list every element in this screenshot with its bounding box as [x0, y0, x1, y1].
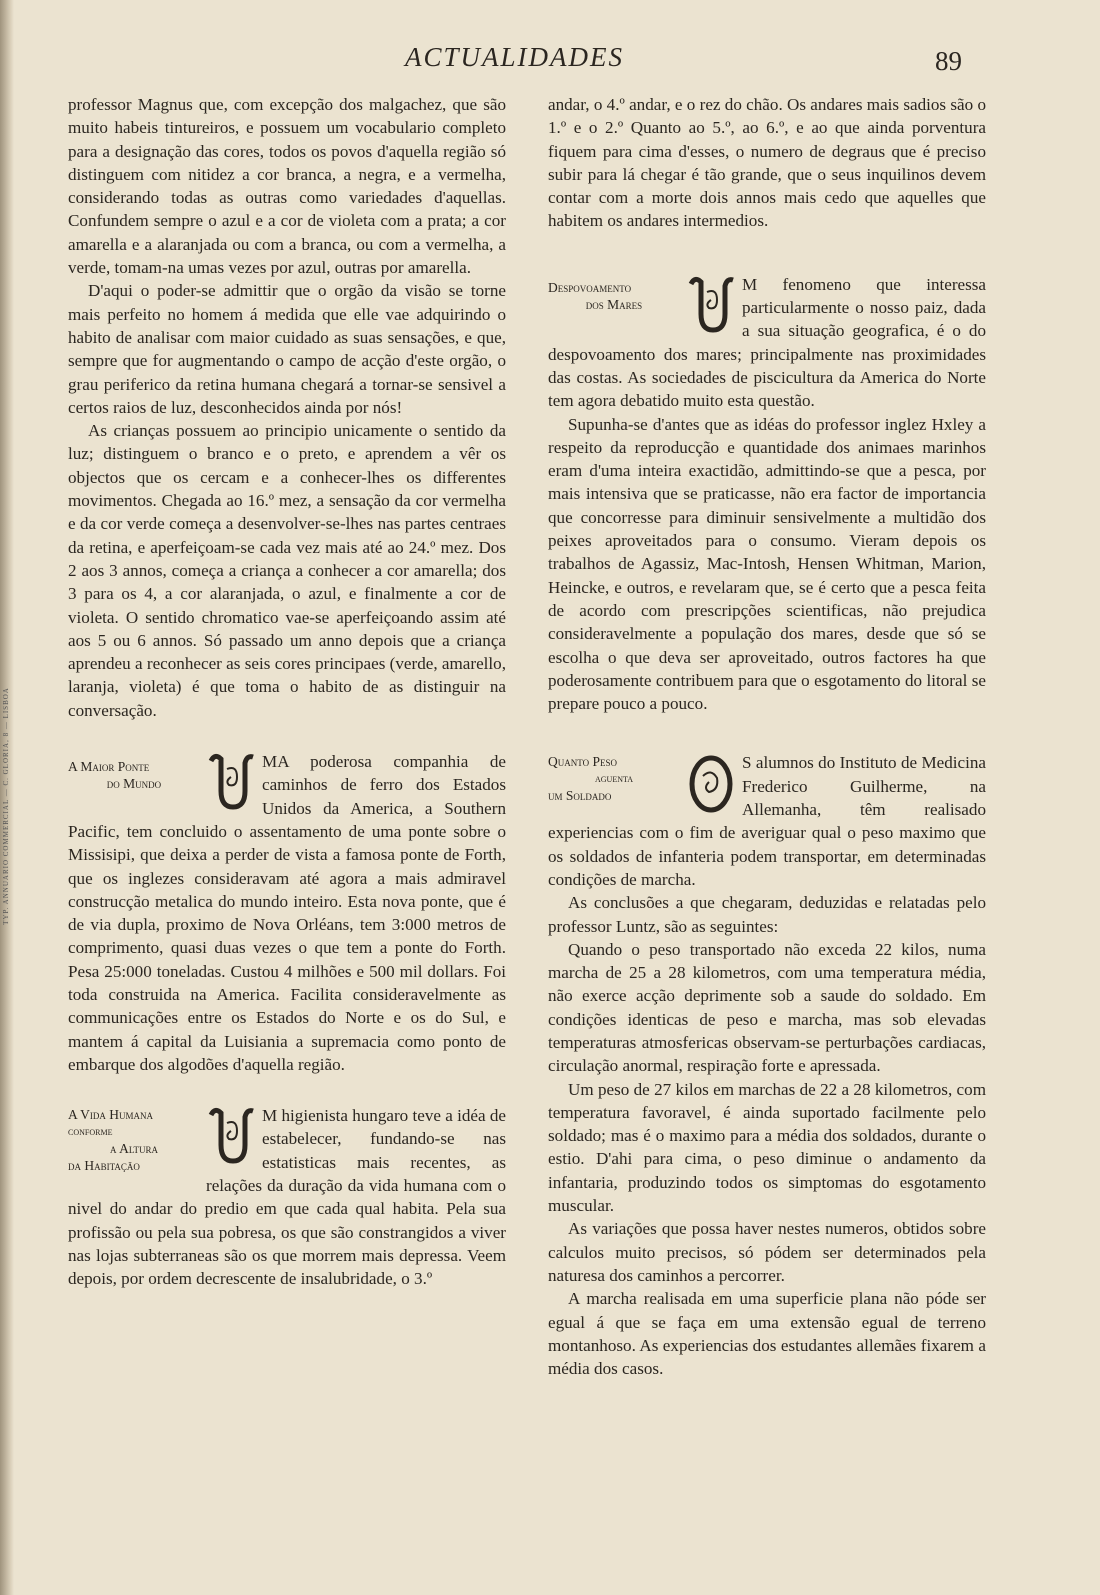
- section-label-line: do Mundo: [106, 776, 162, 792]
- section-label-line: um Soldado: [548, 788, 612, 804]
- article-paragraph: A marcha realisada em uma superficie plana não póde ser egual á que se faça em uma extensão egual de terreno montanhoso. As experiencias dos estudantes allemães fixarem a média dos casos.: [548, 1289, 986, 1379]
- article-paragraph: As variações que possa haver nestes numeros, obtidos sobre calculos muito precisos, só pódem ser determinados pela naturesa dos caminhos a percorrer.: [548, 1219, 986, 1285]
- section-label-line: conforme: [68, 1124, 113, 1139]
- section-label-line: Quanto Peso: [548, 754, 617, 770]
- section-label-line: dos Mares: [585, 296, 643, 312]
- page-number: 89: [935, 46, 962, 76]
- section-label-line: A Vida Humana: [68, 1107, 154, 1123]
- section-bridge: [68, 750, 506, 1076]
- decorative-initial-u-icon: [206, 750, 256, 814]
- section-label-line: Despovoamento: [548, 279, 632, 295]
- article-paragraph: andar, o 4.º andar, e o rez do chão. Os andares mais sadios são o 1.º e o 2.º Quanto ao 5.º, ao 6.º, e ao que ainda porventura fiquem para cima d'esses, o numero de degraus que é preciso subir para lá chegar é tão grande, que o seus inquilinos devem contar com a morte dois annos mais cedo que aquelles que habitem os andares intermedios.: [548, 95, 986, 231]
- decorative-initial-u-icon: [686, 273, 736, 337]
- section-text: M fenomeno que interessa particularmente o nosso paiz, dada a sua situação geografica, é o do despovoamento dos mares; principalmente nas proximidades das costas. As sociedades de piscicultura da America do Norte tem agora debatido muito esta questão.: [548, 274, 986, 411]
- article-paragraph: Supunha-se d'antes que as idéas do professor inglez Hxley a respeito da reproducção e quantidade dos animaes marinhos eram d'uma inteira exactidão, admittindo-se que a pesca, por mais intensiva que se praticasse, não era factor de importancia que concorresse para diminuir sensivelmente a multidão dos peixes aproveitados para o consumo. Vieram depois os trabalhos de Agassiz, Mac-Intosh, Hensen Whitman, Marion, Heincke, e outros, e revelaram que, se é certo que a pesca feita de acordo com prescripções scientificas, não prejudica consideravelmente a população dos mares, desde que só se escolha o que deva ser aproveitado, outros factores ha que poderosamente contribuem para que o esgotamento do litoral se prepare pouco a pouco.: [548, 414, 986, 714]
- right-column: [548, 93, 986, 1380]
- section-label-line: a Altura: [109, 1141, 159, 1157]
- article-paragraph: Quando o peso transportado não exceda 22 kilos, numa marcha de 25 a 28 kilometros, com uma temperatura média, não exerce acção deprimente sob a saude do soldado. Em condições identicas de peso e marcha, mas sob elevadas temperaturas atmosfericas observam-se perturbações cardiacas, circulação anormal, respiração forte e apressada.: [548, 939, 986, 1076]
- section-text: MA poderosa companhia de caminhos de ferro dos Estados Unidos da America, a Southern Pacific, tem concluido o assentamento de uma ponte sobre o Missisipi, que deixa a perder de vista a famosa ponte de Forth, que os inglezes consideravam até agora a mais admiravel construcção metalica do mundo inteiro. Esta nova ponte, que é de via dupla, proximo de Nova Orléans, tem 3:000 metros de comprimento, quasi duas vezes o que tem a ponte do Forth. Pesa 25:000 toneladas. Custou 4 milhões e 500 mil dollars. Foi toda construida na America. Facilita consideravelmente as communicações entre os Estados do Norte e os do Sul, e mantem á capital da Luisiania a supremacia como ponto de embarque dos algodões d'aquella região.: [68, 752, 506, 1074]
- article-paragraph: As crianças possuem ao principio unicamente o sentido da luz; distinguem o branco e o preto, e aprendem a vêr os objectos que os cercam e a conhecer-lhes os differentes movimentos. Chegada ao 16.º mez, a sensação da cor vermelha e da cor verde começa a desenvolver-se-lhes nas partes centraes da retina, e aperfeiçoam-se cada vez mais até ao 24.º mez. Dos 2 aos 3 annos, começa a criança a conhecer a cor amarella; dos 3 para os 4, a cor alaranjada, o azul, e finalmente a cor de violeta. O sentido chromatico vae-se aperfeiçoando assim até aos 5 ou 6 annos. Só passado um anno depois que a criança aprendeu a reconhecer as seis cores principaes (verde, amarello, laranja, violeta) é que toma o habito de as distinguir na conversação.: [68, 421, 506, 720]
- section-vida: [68, 1104, 506, 1290]
- section-text: S alumnos do Instituto de Medicina Frederico Guilherme, na Allemanha, têm realisado experiencias com o fim de averiguar qual o peso maximo que os soldados de infanteria podem transportar, em determinadas condições de marcha.: [548, 753, 986, 889]
- article-paragraph: As conclusões a que chegaram, deduzidas e relatadas pelo professor Luntz, são as seguintes:: [548, 893, 986, 936]
- section-peso: [548, 751, 986, 1380]
- decorative-initial-o-icon: [686, 751, 736, 815]
- section-label: [68, 758, 200, 792]
- running-header-title: ACTUALIDADES: [405, 42, 624, 72]
- section-label: [548, 279, 680, 313]
- section-text: M higienista hungaro teve a idéa de estabelecer, fundando-se nas estatisticas mais recentes, as relações da duração da vida humana com o nivel do andar do predio em que cada qual habita. Pela sua profissão ou pela sua pobresa, os que são constrangidos a viver nas lojas subterraneas são os que morrem mais depressa. Veem depois, por ordem decrescente de insalubridade, o 3.º: [68, 1106, 506, 1289]
- section-label: [548, 753, 680, 804]
- side-imprint: TYP. ANNUARIO COMMERCIAL — C. GLORIA, 8 — LISBOA: [2, 687, 10, 925]
- left-column: [68, 93, 506, 1291]
- section-label-line: aguenta: [594, 771, 634, 786]
- section-label-line: A Maior Ponte: [68, 759, 150, 775]
- section-label-line: da Habitação: [68, 1158, 140, 1174]
- article-paragraph: professor Magnus que, com excepção dos malgachez, que são muito habeis tintureiros, e possuem um vocabulario completo para a designação das cores, todos os povos d'aquella região só distinguem com nitidez a cor branca, a negra, e a vermelha, considerando todas as outras como variedades d'aquellas. Confundem sempre o azul e a cor de violeta com a prata; a cor amarella e a alaranjada ou com a branca, ou com a vermelha, a verde, tomam-na umas vezes por azul, outras por amarella.: [68, 95, 506, 278]
- article-paragraph: Um peso de 27 kilos em marchas de 22 a 28 kilometros, com temperatura favoravel, é ainda suportado facilmente pelo soldado; mas é o maximo para a média dos soldados, durante o estio. D'ahi para cima, o peso diminue o andamento da infantaria, produzindo todos os simptomas do esgotamento muscular.: [548, 1079, 986, 1216]
- article-paragraph: D'aqui o poder-se admittir que o orgão da visão se torne mais perfeito no homem á medida que elle vae adquirindo o habito de analisar com maior cuidado as suas sensações, e que, sempre que for augmentando o campo de acção d'este orgão, o grau periferico da retina humana chegará a tornar-se sensivel a certos raios de luz, desconhecidos ainda por nós!: [68, 281, 506, 417]
- section-label: [68, 1106, 200, 1174]
- decorative-initial-u-icon: [206, 1104, 256, 1168]
- section-mares: [548, 273, 986, 716]
